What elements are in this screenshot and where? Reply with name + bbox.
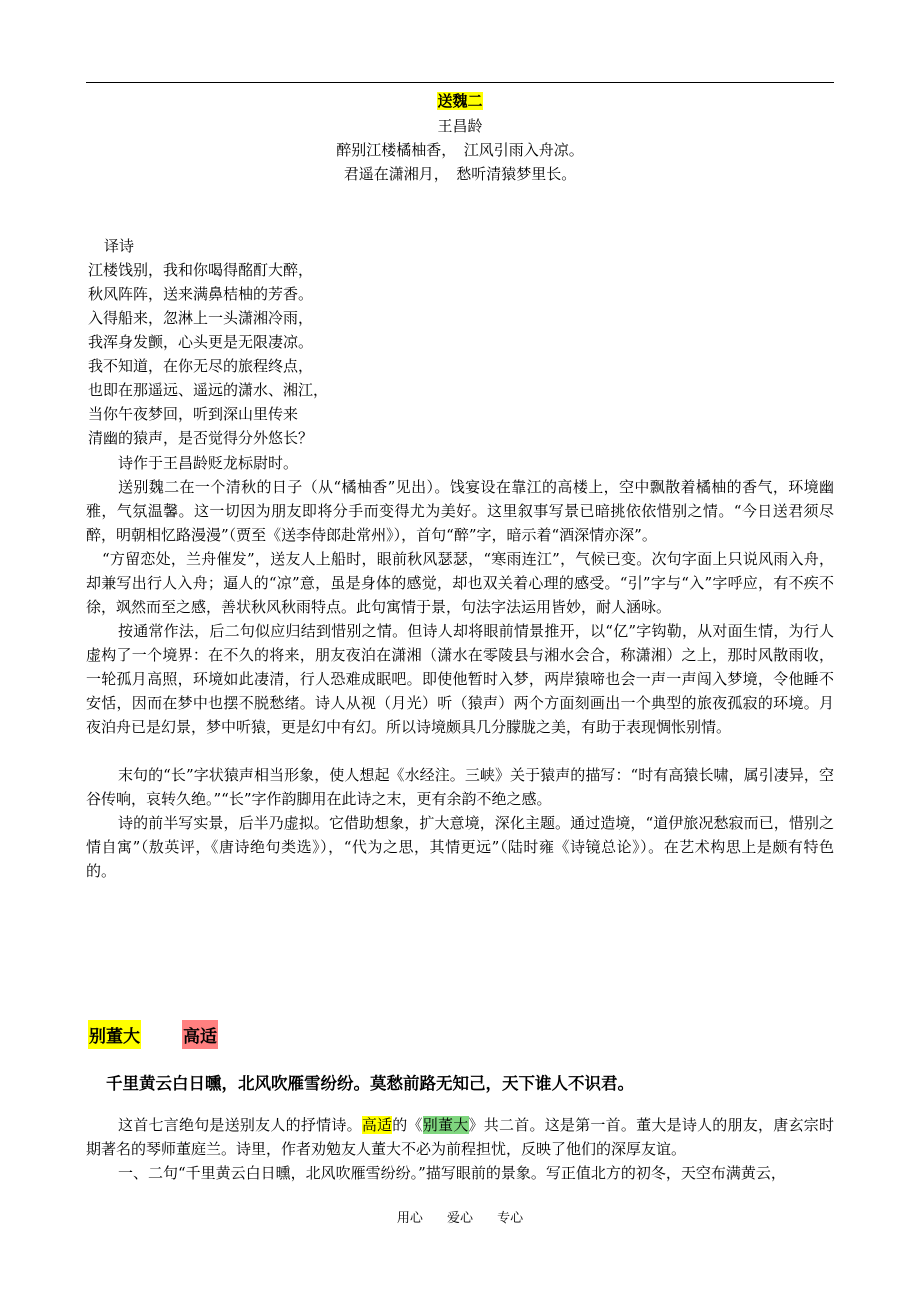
- poem1-line-1: 醉别江楼橘柚香， 江风引雨入舟凉。: [336, 141, 584, 159]
- translation-line: 当你午夜梦回，听到深山里传来: [88, 405, 299, 423]
- commentary2-text: 》共二首。这是第一首。董大是诗人的朋友，唐玄宗时期著名的琴师董庭兰。诗里，作者劝勉友人董大不必为前程担忧，反映了他们的深厚友谊。: [86, 1116, 834, 1158]
- translation-line: 秋风阵阵，送来满鼻桔柚的芳香。: [88, 285, 314, 303]
- translation-line: 入得船来，忽淋上一头潇湘冷雨，: [88, 309, 314, 327]
- poem1-author: 王昌龄: [437, 117, 483, 135]
- poem2-author: 高适: [182, 1020, 218, 1049]
- page-footer: [0, 1207, 920, 1226]
- translation-heading: 译诗: [104, 237, 135, 255]
- commentary1-paragraph: 按通常作法，后二句似应归结到惜别之情。但诗人却将眼前情景推开，以“亿”字钩勒，从对面生情，为行人虚构了一个境界：在不久的将来，朋友夜泊在潇湘（潇水在零陵县与湘水会合，称潇湘）之上，那时风散雨收，一轮孤月高照，环境如此凄清，行人恐难成眠吧。即使他暂时入梦，两岸猿啼也会一声一声闯入梦境，令他睡不安恬，因而在梦中也摆不脱愁绪。诗人从视（月光）听（猿声）两个方面刻画出一个典型的旅夜孤寂的环境。月夜泊舟已是幻景，梦中听猿，更是幻中有幻。所以诗境颇具几分朦胧之美，有助于表现惆怅别情。: [86, 622, 834, 736]
- translation-line: 清幽的猿声，是否觉得分外悠长？: [88, 429, 314, 447]
- translation-line: 我不知道，在你无尽的旅程终点，: [88, 357, 314, 375]
- poem1-line-2: 君遥在潇湘月， 愁听清猿梦里长。: [343, 165, 577, 183]
- poem1-title-row: [86, 90, 834, 111]
- commentary2-paragraph: 一、二句“千里黄云白日曛，北风吹雁雪纷纷。”描写眼前的景象。写正值北方的初冬，天空布满黄云，: [118, 1164, 786, 1182]
- translation-line: 我浑身发颤，心头更是无限凄凉。: [88, 333, 314, 351]
- footer-word: 专心: [497, 1211, 524, 1226]
- footer-word: 爱心: [446, 1211, 473, 1226]
- commentary2-title-highlight: 别董大: [422, 1116, 469, 1134]
- poem2-title: 别董大: [88, 1020, 141, 1049]
- poem1-title: 送魏二: [437, 92, 483, 110]
- translation-line: 也即在那遥远、遥远的潇水、湘江，: [88, 381, 329, 399]
- footer-word: 用心: [396, 1211, 423, 1226]
- commentary2-author-highlight: 高适: [361, 1116, 393, 1134]
- commentary1-paragraph: “方留恋处，兰舟催发”，送友人上船时，眼前秋风瑟瑟，“寒雨连江”，气候已变。次句字面上只说风雨入舟，却兼写出行人入舟；逼人的“凉”意，虽是身体的感觉，却也双关着心理的感受。“引”字与“入”字呼应，有不疾不徐，飒然而至之感，善状秋风秋雨特点。此句寓情于景，句法字法运用皆妙，耐人涵咏。: [86, 550, 834, 616]
- commentary2-paragraph: [86, 1113, 834, 1161]
- commentary1-paragraph: 末句的“长”字状猿声相当形象，使人想起《水经注。三峡》关于猿声的描写：“时有高猿长啸，属引凄异，空谷传响，哀转久绝。”“长”字作韵脚用在此诗之末，更有余韵不绝之感。: [86, 766, 834, 808]
- commentary1-paragraph: 送别魏二在一个清秋的日子（从“橘柚香”见出）。饯宴设在靠江的高楼上，空中飘散着橘柚的香气，环境幽雅，气氛温馨。这一切因为朋友即将分手而变得尤为美好。这里叙事写景已暗挑依依惜别之情。“今日送君须尽醉，明朝相忆路漫漫”（贾至《送李侍郎赴常州》），首句“醉”字，暗示着“酒深情亦深”。: [86, 478, 834, 544]
- header-rule: [86, 82, 834, 83]
- commentary2-text: 这首七言绝句是送别友人的抒情诗。: [118, 1116, 362, 1134]
- commentary1-paragraph: 诗作于王昌龄贬龙标尉时。: [118, 454, 299, 472]
- poem2-verse: 千里黄云白日曛，北风吹雁雪纷纷。莫愁前路无知己，天下谁人不识君。: [106, 1074, 634, 1093]
- commentary2-text: 的《: [392, 1116, 423, 1134]
- translation-line: 江楼饯别，我和你喝得酩酊大醉，: [88, 261, 314, 279]
- commentary1-paragraph: 诗的前半写实景，后半乃虚拟。它借助想象，扩大意境，深化主题。通过造境，“道伊旅况愁寂而已，惜别之情自寓”（敖英评，《唐诗绝句类选》），“代为之思，其情更远”（陆时雍《诗镜总论》）。在艺术构思上是颇有特色的。: [86, 814, 834, 880]
